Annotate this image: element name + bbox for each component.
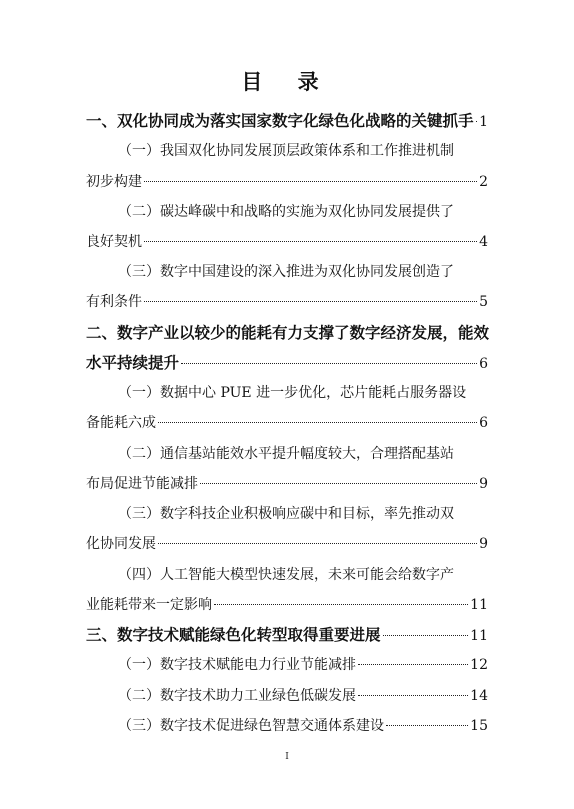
- toc-entry-text: 二、数字产业以较少的能耗有力支撑了数字经济发展，能效: [86, 324, 490, 342]
- dot-leader: [358, 695, 468, 696]
- toc-entry-2-3[interactable]: [86, 501, 488, 527]
- toc-entry-2-4-cont[interactable]: [86, 592, 488, 618]
- toc-entry-text: 业能耗带来一定影响: [86, 597, 212, 613]
- toc-entry-text: （二）碳达峰碳中和战略的实施为双化协同发展提供了: [118, 204, 454, 220]
- toc-entry-text: 有利条件: [86, 294, 142, 310]
- toc-entry-text: 初步构建: [86, 174, 142, 190]
- toc-page-number: 4: [479, 234, 488, 250]
- toc-entry-text: （一）数字技术赋能电力行业节能减排: [118, 657, 356, 673]
- toc-entry-1-1[interactable]: [86, 138, 488, 164]
- toc-page-number: 12: [470, 657, 488, 673]
- toc-entry-1-3-cont[interactable]: [86, 289, 488, 315]
- dot-leader: [358, 664, 468, 665]
- toc-page-number: 9: [479, 476, 488, 492]
- toc-entry-2-1[interactable]: [86, 380, 488, 406]
- toc-entry-text: （二）数字技术助力工业绿色低碳发展: [118, 688, 356, 704]
- toc-entry-3-3[interactable]: [86, 713, 488, 739]
- dot-leader: [158, 422, 477, 423]
- toc-entry-3-1[interactable]: [86, 652, 488, 678]
- dot-leader: [214, 604, 468, 605]
- toc-entry-2-cont[interactable]: [86, 350, 488, 376]
- toc-page-number: 1: [479, 114, 488, 130]
- toc-entry-text: 化协同发展: [86, 536, 156, 552]
- toc-entry-1-1-cont[interactable]: [86, 169, 488, 195]
- toc-entry-text: （一）数据中心 PUE 进一步优化，芯片能耗占服务器设: [118, 385, 467, 401]
- dot-leader: [181, 363, 477, 364]
- toc-entry-2[interactable]: [86, 320, 488, 346]
- dot-leader: [383, 635, 469, 636]
- toc-entry-text: （三）数字科技企业积极响应碳中和目标，率先推动双: [118, 506, 454, 522]
- table-of-contents: [86, 0, 488, 809]
- toc-page-number: 15: [470, 718, 488, 734]
- toc-entry-2-1-cont[interactable]: [86, 410, 488, 436]
- dot-leader: [144, 241, 477, 242]
- toc-entry-2-2-cont[interactable]: [86, 471, 488, 497]
- toc-entry-text: 布局促进节能减排: [86, 476, 198, 492]
- toc-entry-2-3-cont[interactable]: [86, 531, 488, 557]
- toc-entry-2-4[interactable]: [86, 562, 488, 588]
- toc-page-number: 6: [479, 356, 488, 372]
- toc-entry-text: （一）我国双化协同发展顶层政策体系和工作推进机制: [118, 143, 454, 159]
- dot-leader: [476, 121, 478, 122]
- toc-entry-text: （三）数字中国建设的深入推进为双化协同发展创造了: [118, 264, 454, 280]
- toc-page-number: 6: [479, 415, 488, 431]
- toc-page-number: 5: [479, 294, 488, 310]
- toc-entry-1-2-cont[interactable]: [86, 229, 488, 255]
- toc-entry-1-3[interactable]: [86, 259, 488, 285]
- toc-page-number: 2: [479, 174, 488, 190]
- toc-page-number: 11: [470, 628, 488, 644]
- toc-entry-text: （二）通信基站能效水平提升幅度较大，合理搭配基站: [118, 446, 454, 462]
- toc-entry-3-2[interactable]: [86, 683, 488, 709]
- page-footer-number: I: [285, 752, 289, 762]
- dot-leader: [200, 483, 477, 484]
- toc-entry-text: 良好契机: [86, 234, 142, 250]
- dot-leader: [144, 301, 477, 302]
- toc-entry-text: （三）数字技术促进绿色智慧交通体系建设: [118, 718, 384, 734]
- toc-entry-text: （四）人工智能大模型快速发展，未来可能会给数字产: [118, 567, 454, 583]
- toc-entry-text: 水平持续提升: [86, 354, 180, 372]
- toc-entry-text: 备能耗六成: [86, 415, 156, 431]
- page-title: 目 录: [241, 70, 333, 94]
- toc-entry-1[interactable]: [86, 108, 488, 134]
- toc-page-number: 11: [470, 597, 488, 613]
- dot-leader: [158, 543, 477, 544]
- toc-page-number: 9: [479, 536, 488, 552]
- toc-entry-1-2[interactable]: [86, 199, 488, 225]
- toc-page-number: 14: [470, 688, 488, 704]
- dot-leader: [144, 181, 477, 182]
- toc-entry-3[interactable]: [86, 622, 488, 648]
- toc-entry-text: 三、数字技术赋能绿色化转型取得重要进展: [86, 626, 381, 644]
- toc-entry-text: 一、双化协同成为落实国家数字化绿色化战略的关键抓手: [86, 112, 474, 130]
- toc-entry-2-2[interactable]: [86, 441, 488, 467]
- dot-leader: [386, 725, 468, 726]
